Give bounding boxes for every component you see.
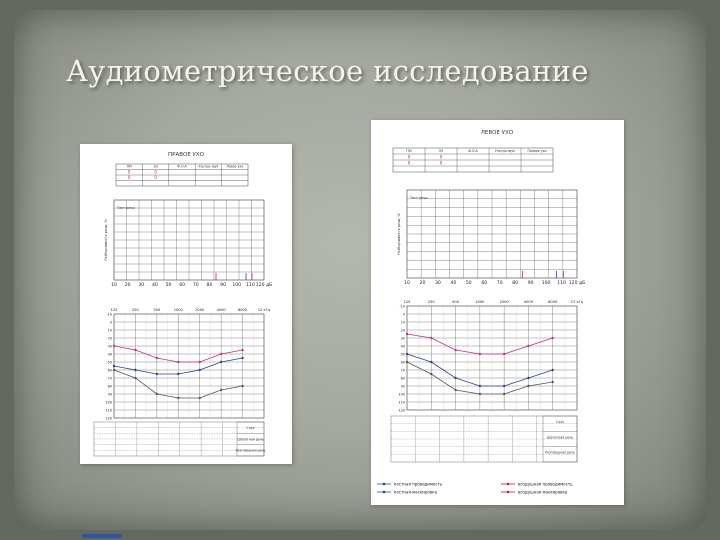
table-header-cell: ПМ	[406, 149, 412, 153]
table-value-cell: 0	[154, 169, 157, 175]
tone-series-point	[177, 397, 179, 399]
tone-level-label: 30	[107, 344, 112, 349]
tone-series-point	[113, 369, 115, 371]
tone-series-point	[156, 373, 158, 375]
legend-label: костная маскировка	[394, 489, 438, 495]
tone-level-label: 100	[105, 400, 112, 405]
tone-series-point	[454, 349, 456, 351]
tone-level-label: 40	[107, 352, 112, 357]
tone-freq-label: 1000	[475, 300, 485, 304]
speech-x-tick: 120 дБ	[255, 283, 273, 288]
tone-freq-label: 125	[403, 300, 411, 304]
speech-x-tick: 100	[232, 283, 242, 288]
side-label: Разговорная речь	[545, 450, 575, 455]
tone-freq-label: 8000	[237, 308, 248, 312]
tone-series-point	[527, 385, 529, 387]
tone-freq-label: 4000	[523, 300, 534, 304]
tone-series-point	[479, 393, 481, 395]
tone-level-label: -10	[399, 304, 405, 309]
table-value-cell: 0	[127, 169, 131, 175]
tone-series-point	[479, 353, 481, 355]
table-header-cell: ЭЭ	[438, 149, 444, 153]
table-header-cell: Ф.О.А	[468, 149, 478, 153]
tone-level-label: 110	[398, 400, 405, 405]
speech-legend: Тест речи	[117, 206, 135, 210]
speech-x-tick: 100	[541, 281, 551, 286]
audiogram-sheet-left	[80, 144, 292, 464]
sheet-header: ЛЕВОЕ УХО	[480, 130, 514, 136]
tone-freq-label: 500	[452, 300, 460, 304]
sheet-header: ПРАВОЕ УХО	[168, 152, 204, 158]
speech-ylabel: Разборчивость речи, %	[397, 213, 401, 255]
speech-x-tick: 20	[124, 283, 131, 288]
tone-series-point	[430, 361, 432, 363]
table-value-cell: 0	[127, 175, 131, 180]
tone-series-point	[156, 357, 158, 359]
table-header-cell: Ультра-звук	[494, 149, 516, 153]
tone-freq-label: 12 кГц	[570, 300, 584, 304]
tone-freq-label: 1000	[173, 308, 183, 312]
tone-series-point	[134, 369, 136, 371]
tone-series-point	[503, 385, 505, 387]
legend-label: воздушная маскировка	[518, 489, 568, 495]
legend-swatch-point	[507, 483, 510, 486]
audiogram-right-svg	[371, 120, 624, 505]
speech-x-tick: 80	[512, 281, 519, 286]
speech-x-tick: 70	[192, 283, 199, 288]
legend-label: воздушная проводимость	[518, 481, 573, 487]
tone-series-point	[156, 393, 158, 395]
tone-freq-label: 8000	[548, 300, 558, 304]
tone-level-label: 70	[400, 368, 405, 373]
tone-level-label: 30	[400, 336, 405, 341]
speech-x-tick: 10	[404, 281, 410, 286]
tone-series-point	[406, 353, 408, 355]
speech-legend: Тест речи	[410, 196, 428, 200]
side-label: Шёпотная речь	[547, 435, 573, 440]
table-value-cell: 0	[407, 160, 411, 166]
tone-series-point	[552, 381, 554, 383]
tone-series-point	[430, 337, 432, 339]
tone-series-point	[430, 373, 432, 375]
tone-series-point	[177, 373, 179, 375]
legend-swatch-point	[383, 483, 386, 486]
tone-level-label: 40	[400, 344, 405, 349]
audiogram-sheet-right	[371, 120, 624, 505]
tone-level-label: 110	[105, 408, 112, 413]
slide-title: Аудиометрическое исследование	[66, 54, 589, 88]
tone-series-point	[134, 349, 136, 351]
tone-freq-label: 4000	[216, 308, 226, 312]
tone-level-label: 80	[107, 384, 112, 389]
speech-x-tick: 120 дБ	[568, 281, 586, 286]
table-header-cell: ЭЭ	[153, 164, 158, 169]
speech-x-tick: 110	[557, 281, 566, 286]
legend-label: костная проводимость	[394, 481, 443, 487]
legend-swatch-point	[383, 491, 386, 494]
tone-level-label: 70	[107, 376, 112, 381]
speech-x-tick: 110	[245, 283, 255, 288]
side-label: Слух	[555, 420, 565, 424]
table-value-cell: 0	[439, 154, 443, 160]
tone-series-point	[503, 353, 505, 355]
speech-x-tick: 40	[450, 281, 457, 286]
tone-series-point	[552, 369, 554, 371]
tone-series-point	[199, 397, 201, 399]
tone-level-label: 120	[398, 408, 405, 413]
tone-series-point	[241, 385, 243, 387]
tone-level-label: 0	[109, 320, 112, 325]
side-label: Шёпотная речь	[237, 437, 264, 442]
tone-series-point	[406, 333, 408, 335]
tone-level-label: 120	[105, 416, 112, 421]
side-label: Слух	[246, 426, 255, 430]
tone-level-label: 60	[400, 360, 405, 365]
legend-swatch-point	[507, 491, 510, 494]
tone-series-point	[134, 377, 136, 379]
tone-freq-label: 250	[427, 300, 435, 304]
footer-link-mark[interactable]	[82, 534, 122, 538]
table-value-cell: 0	[439, 160, 443, 166]
tone-series-point	[454, 377, 456, 379]
speech-x-tick: 30	[434, 281, 441, 286]
tone-series-point	[527, 377, 529, 379]
tone-series-point	[454, 389, 456, 391]
tone-series-point	[241, 349, 243, 351]
table-header-cell: Ультра-звук	[198, 164, 219, 169]
tone-series-point	[220, 361, 222, 363]
tone-series-point	[406, 361, 408, 363]
tone-series-point	[241, 357, 243, 359]
tone-level-label: 80	[400, 376, 405, 381]
tone-freq-label: 12 кГц	[257, 308, 271, 312]
speech-x-tick: 90	[527, 281, 534, 286]
tone-freq-label: 2000	[195, 308, 205, 312]
table-header-cell: ПМ	[126, 164, 132, 169]
speech-x-tick: 40	[151, 283, 158, 288]
tone-level-label: 100	[398, 392, 405, 397]
tone-series-point	[552, 337, 554, 339]
tone-level-label: 90	[400, 384, 405, 389]
tone-series-point	[503, 393, 505, 395]
tone-freq-label: 125	[110, 308, 118, 312]
tone-series-point	[177, 361, 179, 363]
tone-series-point	[220, 389, 222, 391]
table-header-cell: Ф.О.А	[177, 164, 187, 169]
tone-series-point	[199, 361, 201, 363]
table-value-cell: 0	[154, 175, 157, 180]
table-value-cell: 0	[407, 154, 411, 160]
speech-ylabel: Разборчивость речи, %	[104, 219, 108, 261]
tone-level-label: 60	[107, 368, 112, 373]
speech-x-tick: 20	[419, 281, 426, 286]
tone-level-label: 90	[107, 392, 112, 397]
tone-level-label: 20	[400, 328, 405, 333]
speech-x-tick: 60	[179, 283, 186, 288]
tone-series-point	[113, 345, 115, 347]
tone-series-point	[199, 369, 201, 371]
speech-x-tick: 60	[481, 281, 488, 286]
tone-level-label: 20	[107, 336, 112, 341]
tone-level-label: 50	[400, 352, 405, 357]
tone-series-point	[479, 385, 481, 387]
tone-level-label: 0	[402, 312, 405, 317]
table-header-cell: Правое ухо	[527, 149, 547, 153]
table-header-cell: Левое ухо	[226, 164, 244, 169]
tone-freq-label: 2000	[499, 300, 509, 304]
speech-x-tick: 10	[111, 283, 117, 288]
tone-series-point	[113, 365, 115, 367]
tone-level-label: 10	[107, 328, 112, 333]
tone-series-point	[527, 345, 529, 347]
tone-level-label: 50	[107, 360, 112, 365]
speech-x-tick: 70	[496, 281, 503, 286]
speech-x-tick: 90	[220, 283, 227, 288]
tone-level-label: 10	[400, 320, 405, 325]
side-label: Разговорная речь	[235, 448, 266, 453]
audiogram-left-svg	[80, 144, 292, 464]
tone-level-label: -10	[106, 312, 112, 317]
tone-freq-label: 250	[131, 308, 139, 312]
speech-x-tick: 30	[138, 283, 145, 288]
speech-x-tick: 80	[206, 283, 213, 288]
speech-x-tick: 50	[165, 283, 172, 288]
speech-x-tick: 50	[465, 281, 472, 286]
tone-freq-label: 500	[153, 308, 161, 312]
tone-series-point	[220, 353, 222, 355]
